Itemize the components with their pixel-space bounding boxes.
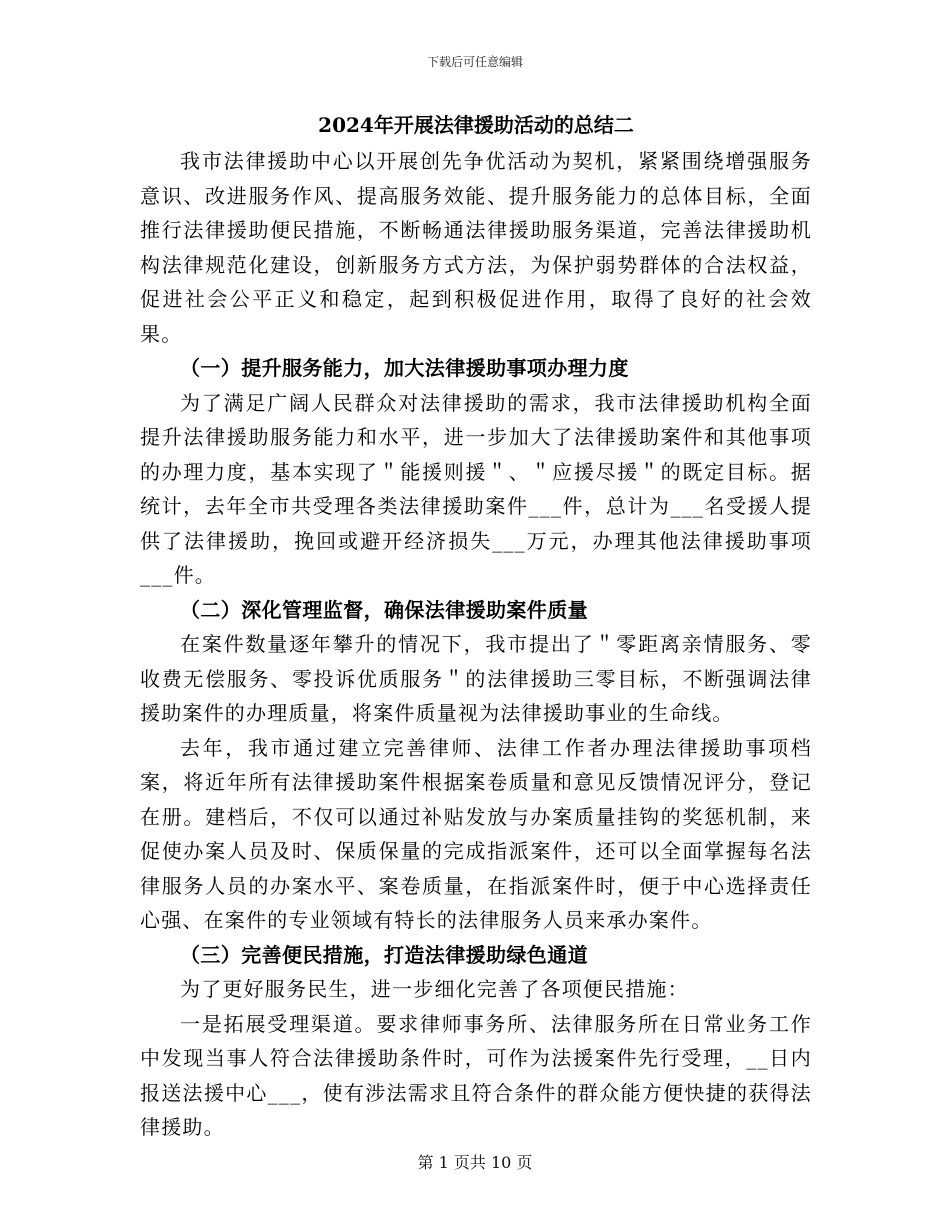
section-3 (140, 938, 812, 1145)
section-2 (140, 593, 812, 938)
section-1 (140, 351, 812, 593)
section-paragraph: 为了更好服务民生，进一步细化完善了各项便民措施： (180, 977, 689, 1001)
section-heading: （三）完善便民措施，打造法律援助绿色通道 (180, 942, 588, 967)
section-heading: （一）提升服务能力，加大法律援助事项办理力度 (180, 356, 629, 380)
section-paragraph: 去年，我市通过建立完善律师、法律工作者办理法律援助事项档案，将近年所有法律援助案件根据案卷质量和意见反馈情况评分，登记在册。建档后，不仅可以通过补贴发放与办案质量挂钩的奖惩机制，来促使办案人员及时、保质保量的完成指派案件，还可以全面掌握每名法律服务人员的办案水平、案卷质量，在指派案件时，便于中心选择责任心强、在案件的专业领域有特长的法律服务人员来承办案件。 (140, 735, 812, 932)
section-paragraph: 一是拓展受理渠道。要求律师事务所、法律服务所在日常业务工作中发现当事人符合法律援助条件时，可作为法援案件先行受理，__日内报送法援中心___，使有涉法需求且符合条件的群众能方便快捷的获得法律援助。 (140, 1011, 812, 1139)
document-title: 2024年开展法律援助活动的总结二 (318, 113, 634, 137)
section-paragraph: 为了满足广阔人民群众对法律援助的需求，我市法律援助机构全面提升法律援助服务能力和水平，进一步加大了法律援助案件和其他事项的办理力度，基本实现了＂能援则援＂、＂应援尽援＂的既定目标。据统计，去年全市共受理各类法律援助案件___件，总计为___名受援人提供了法律援助，挽回或避开经济损失___万元，办理其他法律援助事项___件。 (140, 390, 812, 587)
document-body (140, 108, 812, 1145)
intro-paragraph: 我市法律援助中心以开展创先争优活动为契机，紧紧围绕增强服务意识、改进服务作风、提高服务效能、提升服务能力的总体目标，全面推行法律援助便民措施，不断畅通法律援助服务渠道，完善法律援助机构法律规范化建设，创新服务方式方法，为保护弱势群体的合法权益，促进社会公平正义和稳定，起到积极促进作用，取得了良好的社会效果。 (140, 149, 812, 346)
page-header-note: 下载后可任意编辑 (426, 55, 523, 69)
page-number-footer: 第 1 页共 10 页 (417, 1153, 533, 1172)
section-heading: （二）深化管理监督，确保法律援助案件质量 (180, 597, 588, 622)
section-paragraph: 在案件数量逐年攀升的情况下，我市提出了＂零距离亲情服务、零收费无偿服务、零投诉优质服务＂的法律援助三零目标，不断强调法律援助案件的办理质量，将案件质量视为法律援助事业的生命线。 (140, 632, 812, 725)
